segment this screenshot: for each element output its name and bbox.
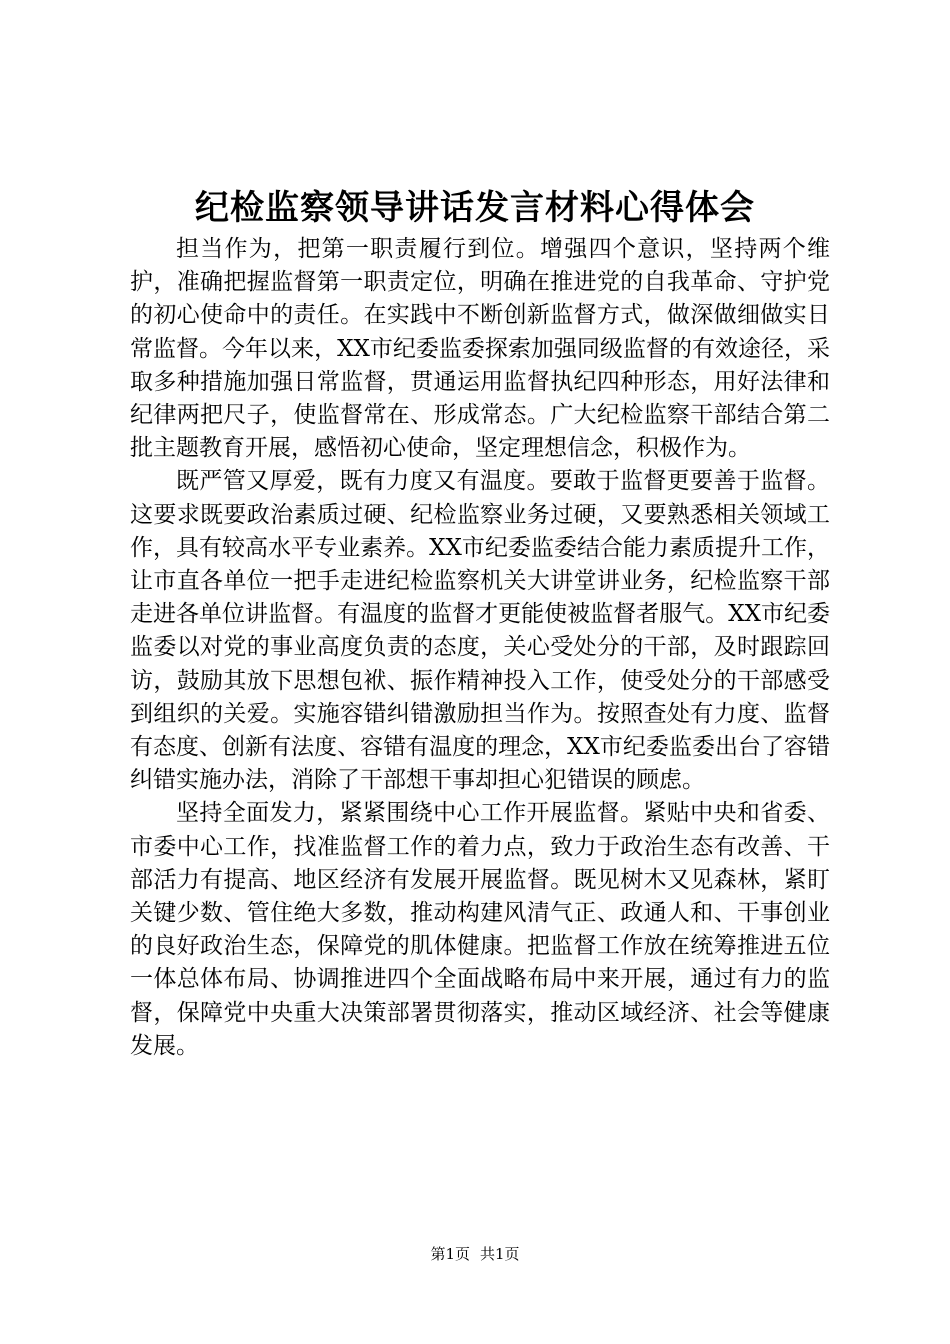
document-title: 纪检监察领导讲话发言材料心得体会 — [195, 188, 755, 228]
body-paragraph: 既严管又厚爱，既有力度又有温度。要敢于监督更要善于监督。这要求既要政治素质过硬、纪检监察业务过硬，又要熟悉相关领域工作，具有较高水平专业素养。XX市纪委监委结合能力素质提升工作，让市直各单位一把手走进纪检监察机关大讲堂讲业务，纪检监察干部走进各单位讲监督。有温度的监督才更能使被监督者服气。XX市纪委监委以对党的事业高度负责的态度，关心受处分的干部，及时跟踪回访，鼓励其放下思想包袱、振作精神投入工作，使受处分的干部感受到组织的关爱。实施容错纠错激励担当作为。按照查处有力度、监督有态度、创新有法度、容错有温度的理念，XX市纪委监委出台了容错纠错实施办法，消除了干部想干事却担心犯错误的顾虑。 — [130, 468, 830, 794]
body-paragraph: 坚持全面发力，紧紧围绕中心工作开展监督。紧贴中央和省委、市委中心工作，找准监督工作的着力点，致力于政治生态有改善、干部活力有提高、地区经济有发展开展监督。既见树木又见森林，紧盯关键少数、管住绝大多数，推动构建风清气正、政通人和、干事创业的良好政治生态，保障党的肌体健康。把监督工作放在统筹推进五位一体总体布局、协调推进四个全面战略布局中来开展，通过有力的监督，保障党中央重大决策部署贯彻落实，推动区域经济、社会等健康发展。 — [130, 800, 830, 1059]
page-footer — [0, 1244, 950, 1264]
page-total: 共1页 — [480, 1245, 520, 1263]
document-body — [130, 233, 830, 1063]
page-number: 第1页 — [430, 1245, 470, 1263]
body-paragraph: 担当作为，把第一职责履行到位。增强四个意识，坚持两个维护，准确把握监督第一职责定位，明确在推进党的自我革命、守护党的初心使命中的责任。在实践中不断创新监督方式，做深做细做实日常监督。今年以来，XX市纪委监委探索加强同级监督的有效途径，采取多种措施加强日常监督，贯通运用监督执纪四种形态，用好法律和纪律两把尺子，使监督常在、形成常态。广大纪检监察干部结合第二批主题教育开展，感悟初心使命，坚定理想信念，积极作为。 — [130, 236, 830, 462]
